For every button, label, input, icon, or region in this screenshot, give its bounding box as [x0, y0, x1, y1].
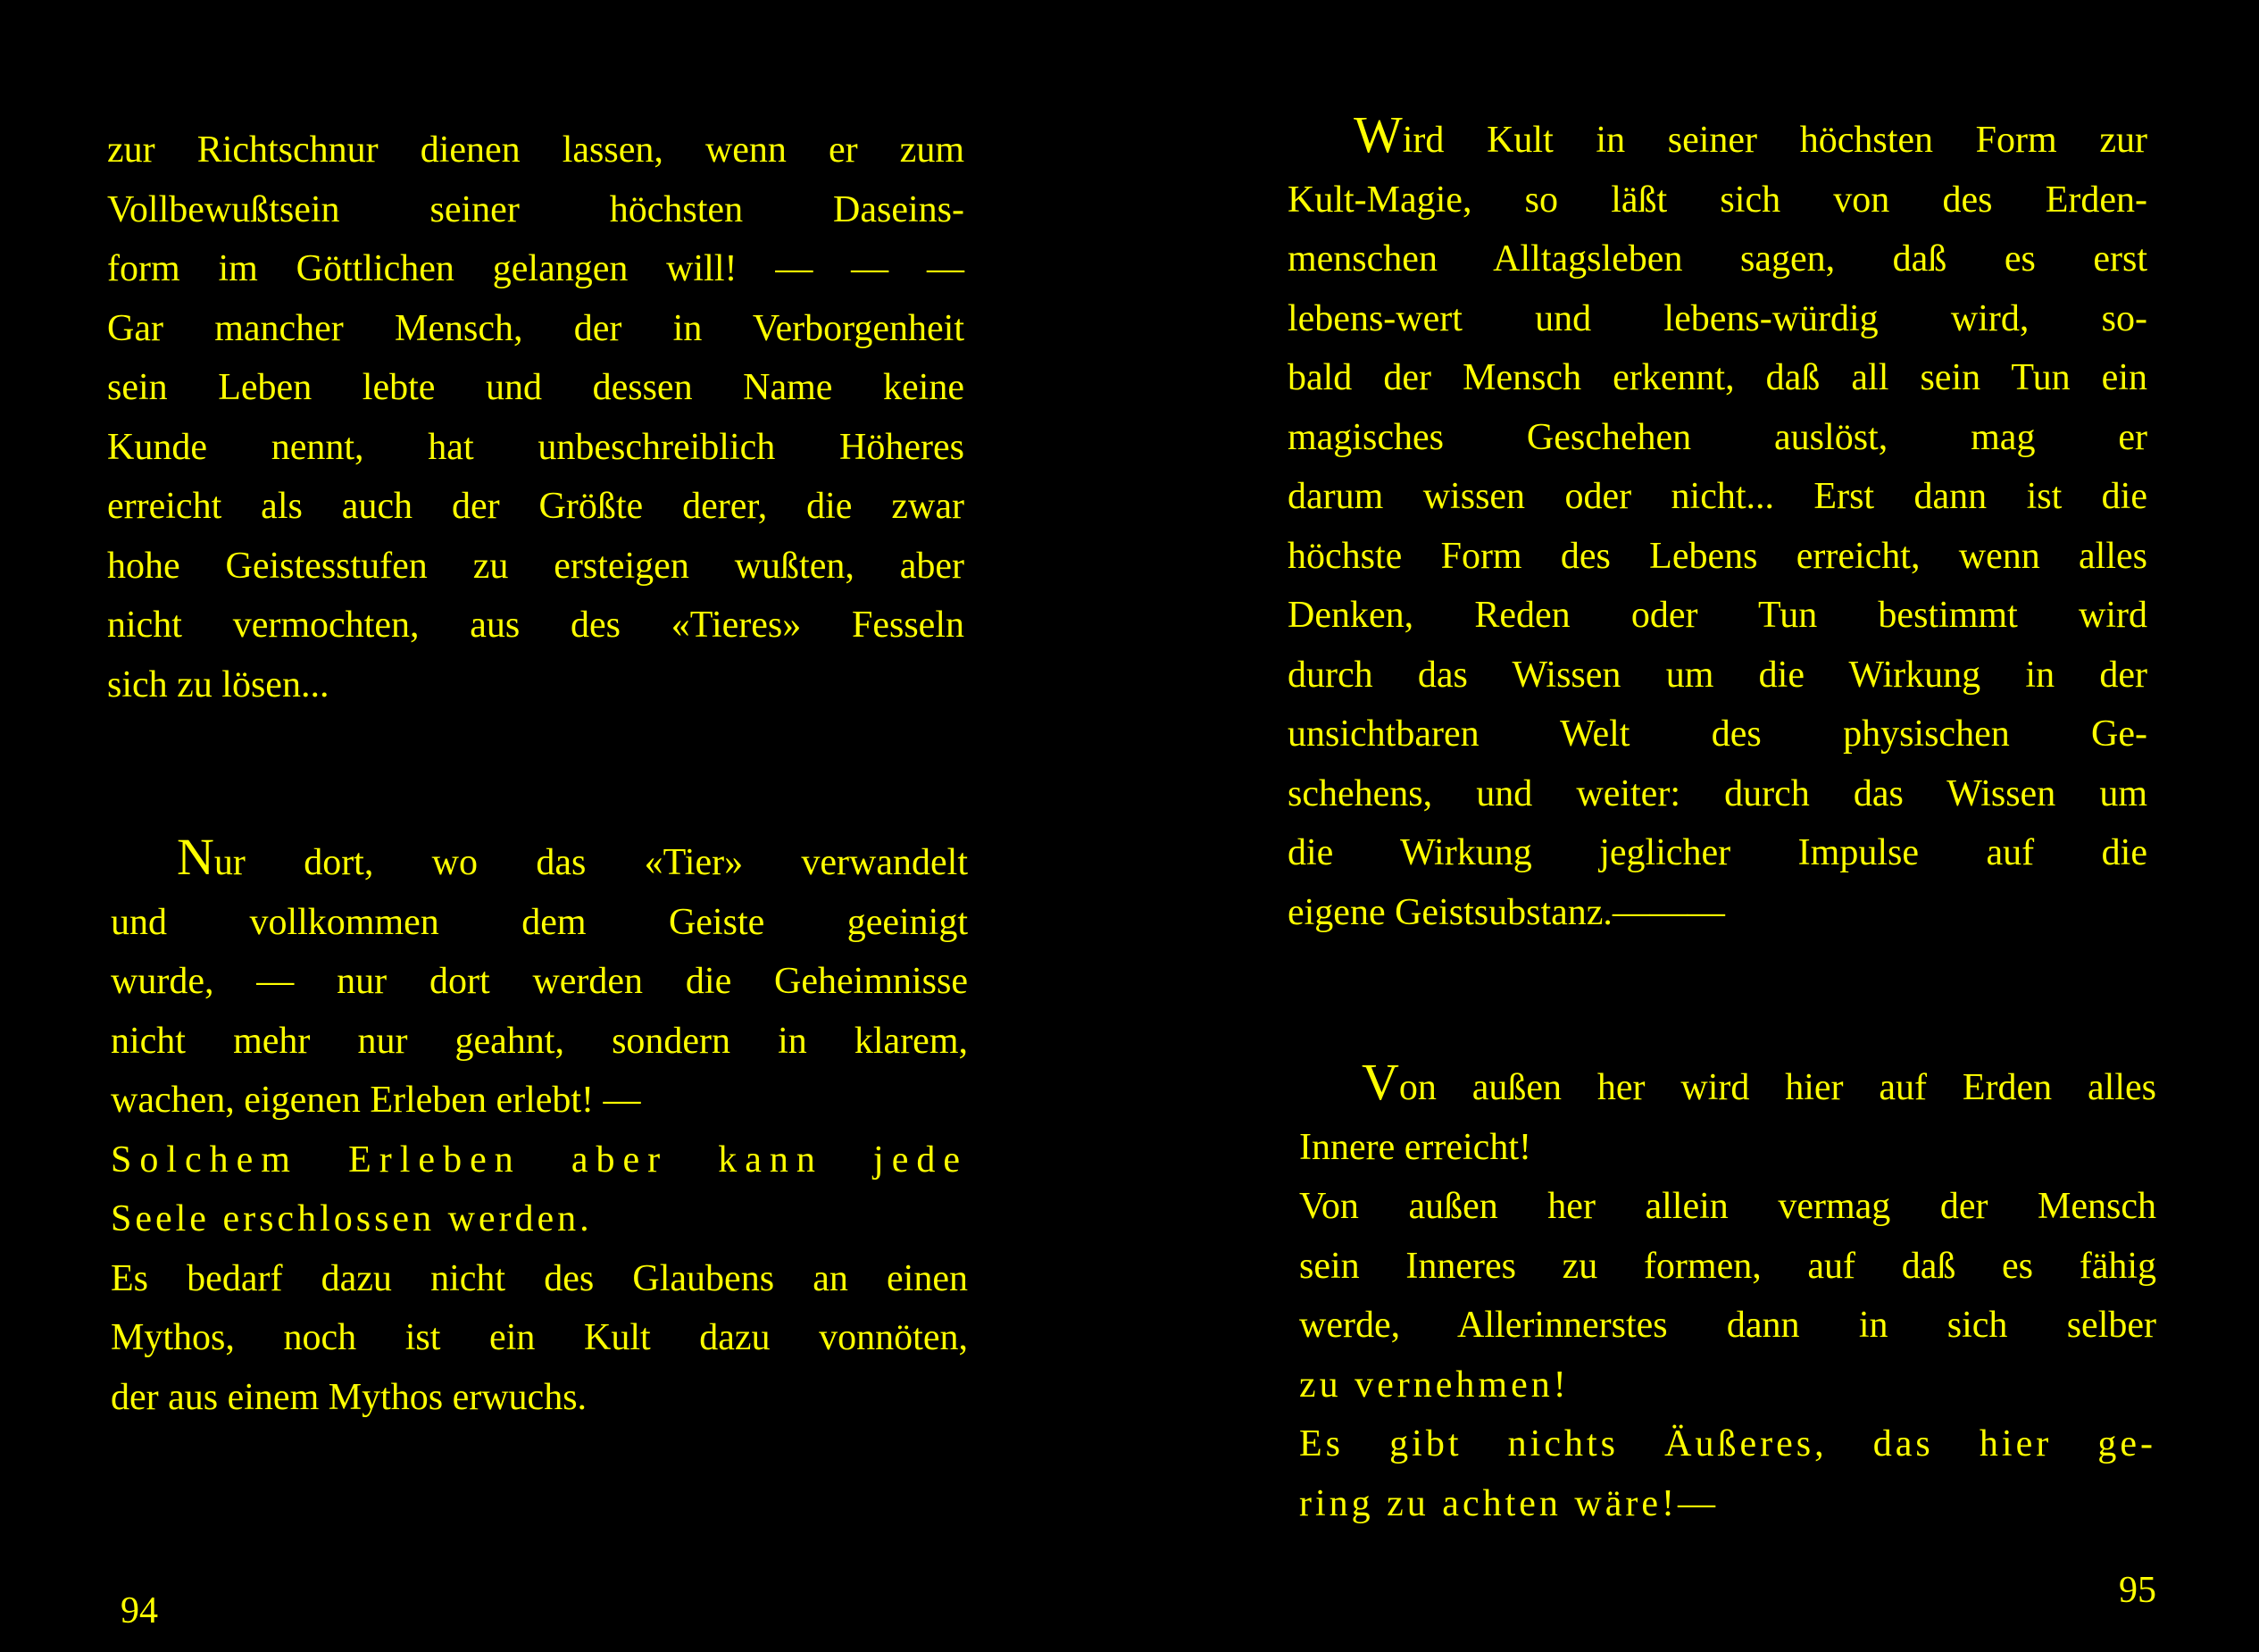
text-line-first	[1288, 105, 2147, 171]
text-line: nicht mehr nur geahnt, sondern in klarem,	[111, 1020, 968, 1062]
text-line: Es bedarf dazu nicht des Glaubens an einen	[111, 1257, 968, 1299]
text-line: hohe Geistesstufen zu ersteigen wußten, aber	[107, 545, 964, 587]
page-number-left: 94	[121, 1590, 158, 1631]
text-line: zur Richtschnur dienen lassen, wenn er zum	[107, 129, 964, 171]
right-paragraph-1	[1288, 105, 2147, 942]
text-line: Von außen her allein vermag der Mensch	[1299, 1186, 2156, 1227]
left-paragraph-2	[111, 828, 968, 1427]
text-line: schehens, und weiter: durch das Wissen um	[1288, 772, 2147, 814]
text-line: werde, Allerinnerstes dann in sich selber	[1299, 1305, 2156, 1346]
text-line: sich zu lösen...	[107, 663, 329, 705]
text-line: Kunde nennt, hat unbeschreiblich Höheres	[107, 426, 964, 468]
left-paragraph-1	[107, 121, 964, 714]
text-line: magisches Geschehen auslöst, mag er	[1288, 416, 2147, 458]
text-line: unsichtbaren Welt des physischen Ge-	[1288, 713, 2147, 755]
text-line: bald der Mensch erkennt, daß all sein Tun ein	[1288, 357, 2147, 398]
text-line: sein Inneres zu formen, auf daß es fähig	[1299, 1245, 2156, 1287]
right-page	[1130, 0, 2259, 1652]
text-line: menschen Alltagsleben sagen, daß es erst	[1288, 238, 2147, 280]
text-line: lebens-wert und lebens-würdig wird, so-	[1288, 297, 2147, 339]
text-line: wurde, — nur dort werden die Geheimnisse	[111, 961, 968, 1002]
text-line-first	[1299, 1053, 2156, 1118]
right-paragraph-2	[1299, 1053, 2156, 1533]
text-line: Es gibt nichts Äußeres, das hier ge-	[1299, 1423, 2156, 1464]
text-line: Mythos, noch ist ein Kult dazu vonnöten,	[111, 1317, 968, 1358]
first-line-rest: ur dort, wo das «Tier» verwandelt	[213, 842, 968, 883]
first-line-rest: on außen her wird hier auf Erden alles	[1398, 1067, 2156, 1108]
text-line: und vollkommen dem Geiste geeinigt	[111, 901, 968, 943]
text-line: ring zu achten wäre!—	[1299, 1482, 1719, 1524]
text-line-first	[111, 828, 968, 893]
drop-cap: N	[177, 828, 214, 886]
text-line: Innere erreicht!	[1299, 1126, 1531, 1168]
text-line: Solchem Erleben aber kann jede	[111, 1139, 968, 1181]
text-line: darum wissen oder nicht... Erst dann ist die	[1288, 476, 2147, 517]
page-number-right: 95	[2119, 1570, 2156, 1611]
text-line: form im Göttlichen gelangen will! — — —	[107, 248, 964, 289]
text-line: Gar mancher Mensch, der in Verborgenheit	[107, 307, 964, 349]
text-line: Kult-Magie, so läßt sich von des Erden-	[1288, 179, 2147, 221]
text-line: durch das Wissen um die Wirkung in der	[1288, 654, 2147, 696]
text-line: zu vernehmen!	[1299, 1364, 1570, 1406]
text-line: Seele erschlossen werden.	[111, 1198, 593, 1239]
drop-cap: W	[1354, 105, 1403, 163]
drop-cap: V	[1362, 1053, 1399, 1111]
text-line: eigene Geistsubstanz.———	[1288, 891, 1725, 933]
text-line: wachen, eigenen Erleben erlebt! —	[111, 1080, 641, 1121]
text-line: sein Leben lebte und dessen Name keine	[107, 367, 964, 408]
text-line: Vollbewußtsein seiner höchsten Daseins-	[107, 188, 964, 230]
first-line-rest: ird Kult in seiner höchsten Form zur	[1402, 120, 2147, 161]
text-line: erreicht als auch der Größte derer, die zwar	[107, 486, 964, 527]
text-line: der aus einem Mythos erwuchs.	[111, 1376, 588, 1418]
text-line: die Wirkung jeglicher Impulse auf die	[1288, 832, 2147, 873]
text-line: Denken, Reden oder Tun bestimmt wird	[1288, 595, 2147, 636]
text-line: höchste Form des Lebens erreicht, wenn alles	[1288, 535, 2147, 577]
text-line: nicht vermochten, aus des «Tieres» Fesseln	[107, 605, 964, 646]
